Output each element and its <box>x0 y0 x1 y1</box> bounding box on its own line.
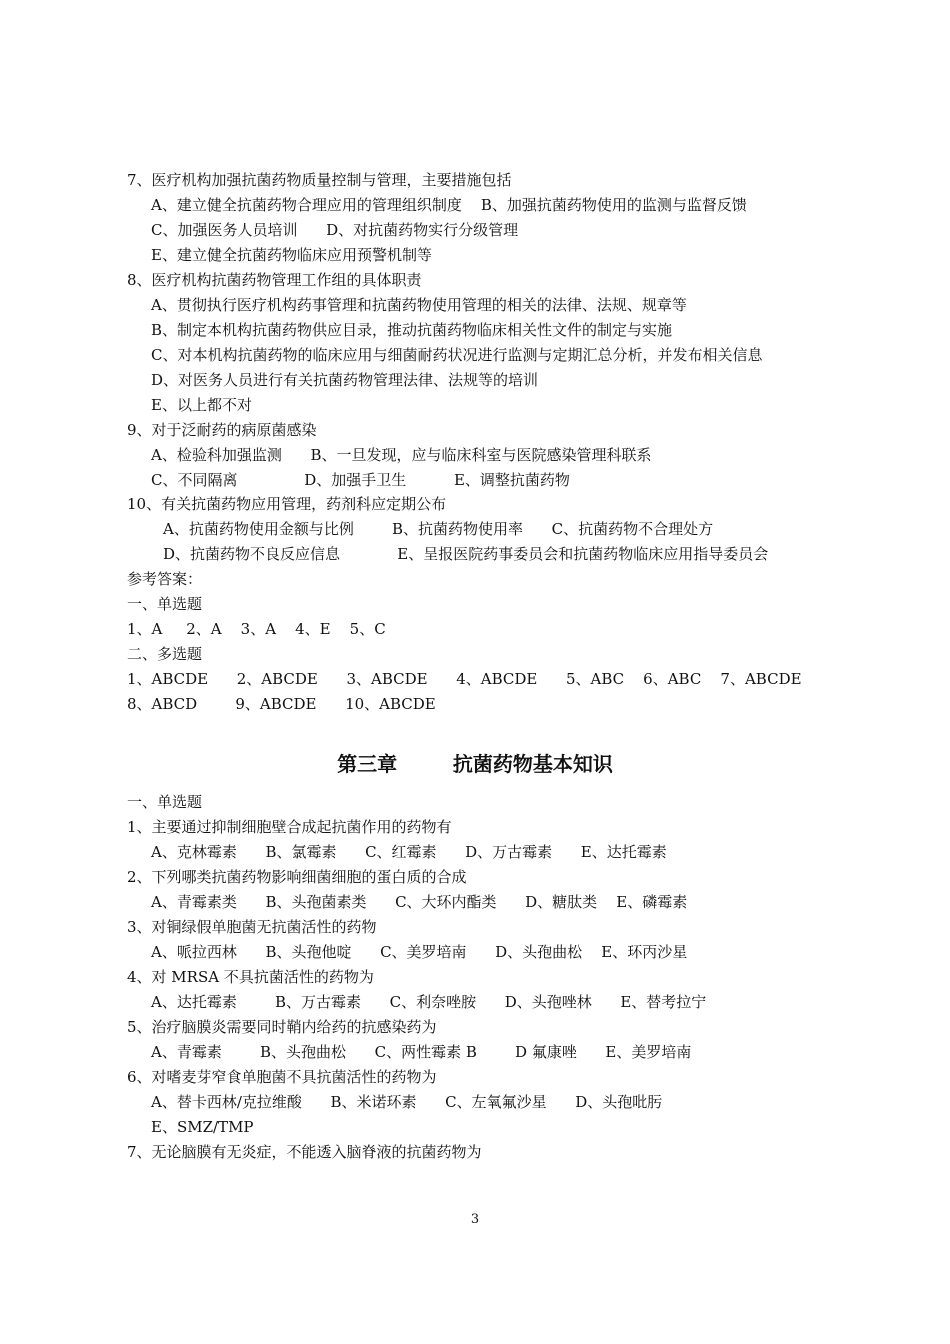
chapter3-question-6-options-row1: A、替卡西林/克拉维酸 B、米诺环素 C、左氧氟沙星 D、头孢吡肟 <box>151 1093 663 1111</box>
answers-title: 参考答案： <box>127 570 203 588</box>
chapter3-question-6-stem: 6、对嗜麦芽窄食单胞菌不具抗菌活性的药物为 <box>127 1068 437 1086</box>
question-7-stem: 7、医疗机构加强抗菌药物质量控制与管理，主要措施包括 <box>127 171 512 189</box>
chapter3-question-5-stem: 5、治疗脑膜炎需要同时鞘内给药的抗感染药为 <box>127 1018 437 1036</box>
answers-multi-row1: 1、ABCDE 2、ABCDE 3、ABCDE 4、ABCDE 5、ABC 6、ABC 7、ABCDE <box>127 670 802 688</box>
chapter3-question-2-stem: 2、下列哪类抗菌药物影响细菌细胞的蛋白质的合成 <box>127 868 467 886</box>
answers-single-list: 1、A 2、A 3、A 4、E 5、C <box>127 620 386 638</box>
chapter3-question-1-stem: 1、主要通过抑制细胞壁合成起抗菌作用的药物有 <box>127 818 452 836</box>
question-9-stem: 9、对于泛耐药的病原菌感染 <box>127 421 317 439</box>
chapter3-question-6-options-row2: E、SMZ/TMP <box>151 1118 254 1136</box>
question-9-options-row1: A、检验科加强监测 B、一旦发现，应与临床科室与医院感染管理科联系 <box>151 446 652 464</box>
chapter3-question-3-stem: 3、对铜绿假单胞菌无抗菌活性的药物 <box>127 918 377 936</box>
question-8-option-c: C、对本机构抗菌药物的临床应用与细菌耐药状况进行监测与定期汇总分析，并发布相关信息 <box>151 346 763 364</box>
chapter3-question-4-stem: 4、对 MRSA 不具抗菌活性的药物为 <box>127 968 374 986</box>
answers-multi-row2: 8、ABCD 9、ABCDE 10、ABCDE <box>127 695 436 713</box>
question-8-option-b: B、制定本机构抗菌药物供应目录，推动抗菌药物临床相关性文件的制定与实施 <box>151 321 673 339</box>
page-number: 3 <box>470 1212 480 1227</box>
answers-multi-heading: 二、多选题 <box>127 645 203 663</box>
question-8-option-e: E、以上都不对 <box>151 396 252 414</box>
question-10-options-row1: A、抗菌药物使用金额与比例 B、抗菌药物使用率 C、抗菌药物不合理处方 <box>163 520 714 538</box>
chapter-title: 第三章 抗菌药物基本知识 <box>337 752 613 776</box>
chapter3-question-1-options: A、克林霉素 B、氯霉素 C、红霉素 D、万古霉素 E、达托霉素 <box>151 843 667 861</box>
question-7-options-row3: E、建立健全抗菌药物临床应用预警机制等 <box>151 246 432 264</box>
question-8-option-d: D、对医务人员进行有关抗菌药物管理法律、法规等的培训 <box>151 371 539 389</box>
chapter3-section-heading: 一、单选题 <box>127 793 203 811</box>
question-8-option-a: A、贯彻执行医疗机构药事管理和抗菌药物使用管理的相关的法律、法规、规章等 <box>151 296 687 314</box>
question-7-options-row2: C、加强医务人员培训 D、对抗菌药物实行分级管理 <box>151 221 519 239</box>
answers-single-heading: 一、单选题 <box>127 595 203 613</box>
question-10-stem: 10、有关抗菌药物应用管理，药剂科应定期公布 <box>127 495 447 513</box>
question-7-options-row1: A、建立健全抗菌药物合理应用的管理组织制度 B、加强抗菌药物使用的监测与监督反馈 <box>151 196 747 214</box>
chapter3-question-2-options: A、青霉素类 B、头孢菌素类 C、大环内酯类 D、糖肽类 E、磷霉素 <box>151 893 688 911</box>
chapter3-question-4-options: A、达托霉素 B、万古霉素 C、利奈唑胺 D、头孢唑林 E、替考拉宁 <box>151 993 707 1011</box>
chapter3-question-3-options: A、哌拉西林 B、头孢他啶 C、美罗培南 D、头孢曲松 E、环丙沙星 <box>151 943 688 961</box>
question-8-stem: 8、医疗机构抗菌药物管理工作组的具体职责 <box>127 271 422 289</box>
question-10-options-row2: D、抗菌药物不良反应信息 E、呈报医院药事委员会和抗菌药物临床应用指导委员会 <box>163 545 769 563</box>
chapter3-question-7-stem: 7、无论脑膜有无炎症，不能透入脑脊液的抗菌药物为 <box>127 1143 482 1161</box>
question-9-options-row2: C、不同隔离 D、加强手卫生 E、调整抗菌药物 <box>151 471 570 489</box>
chapter3-question-5-options: A、青霉素 B、头孢曲松 C、两性霉素 B D 氟康唑 E、美罗培南 <box>151 1043 692 1061</box>
